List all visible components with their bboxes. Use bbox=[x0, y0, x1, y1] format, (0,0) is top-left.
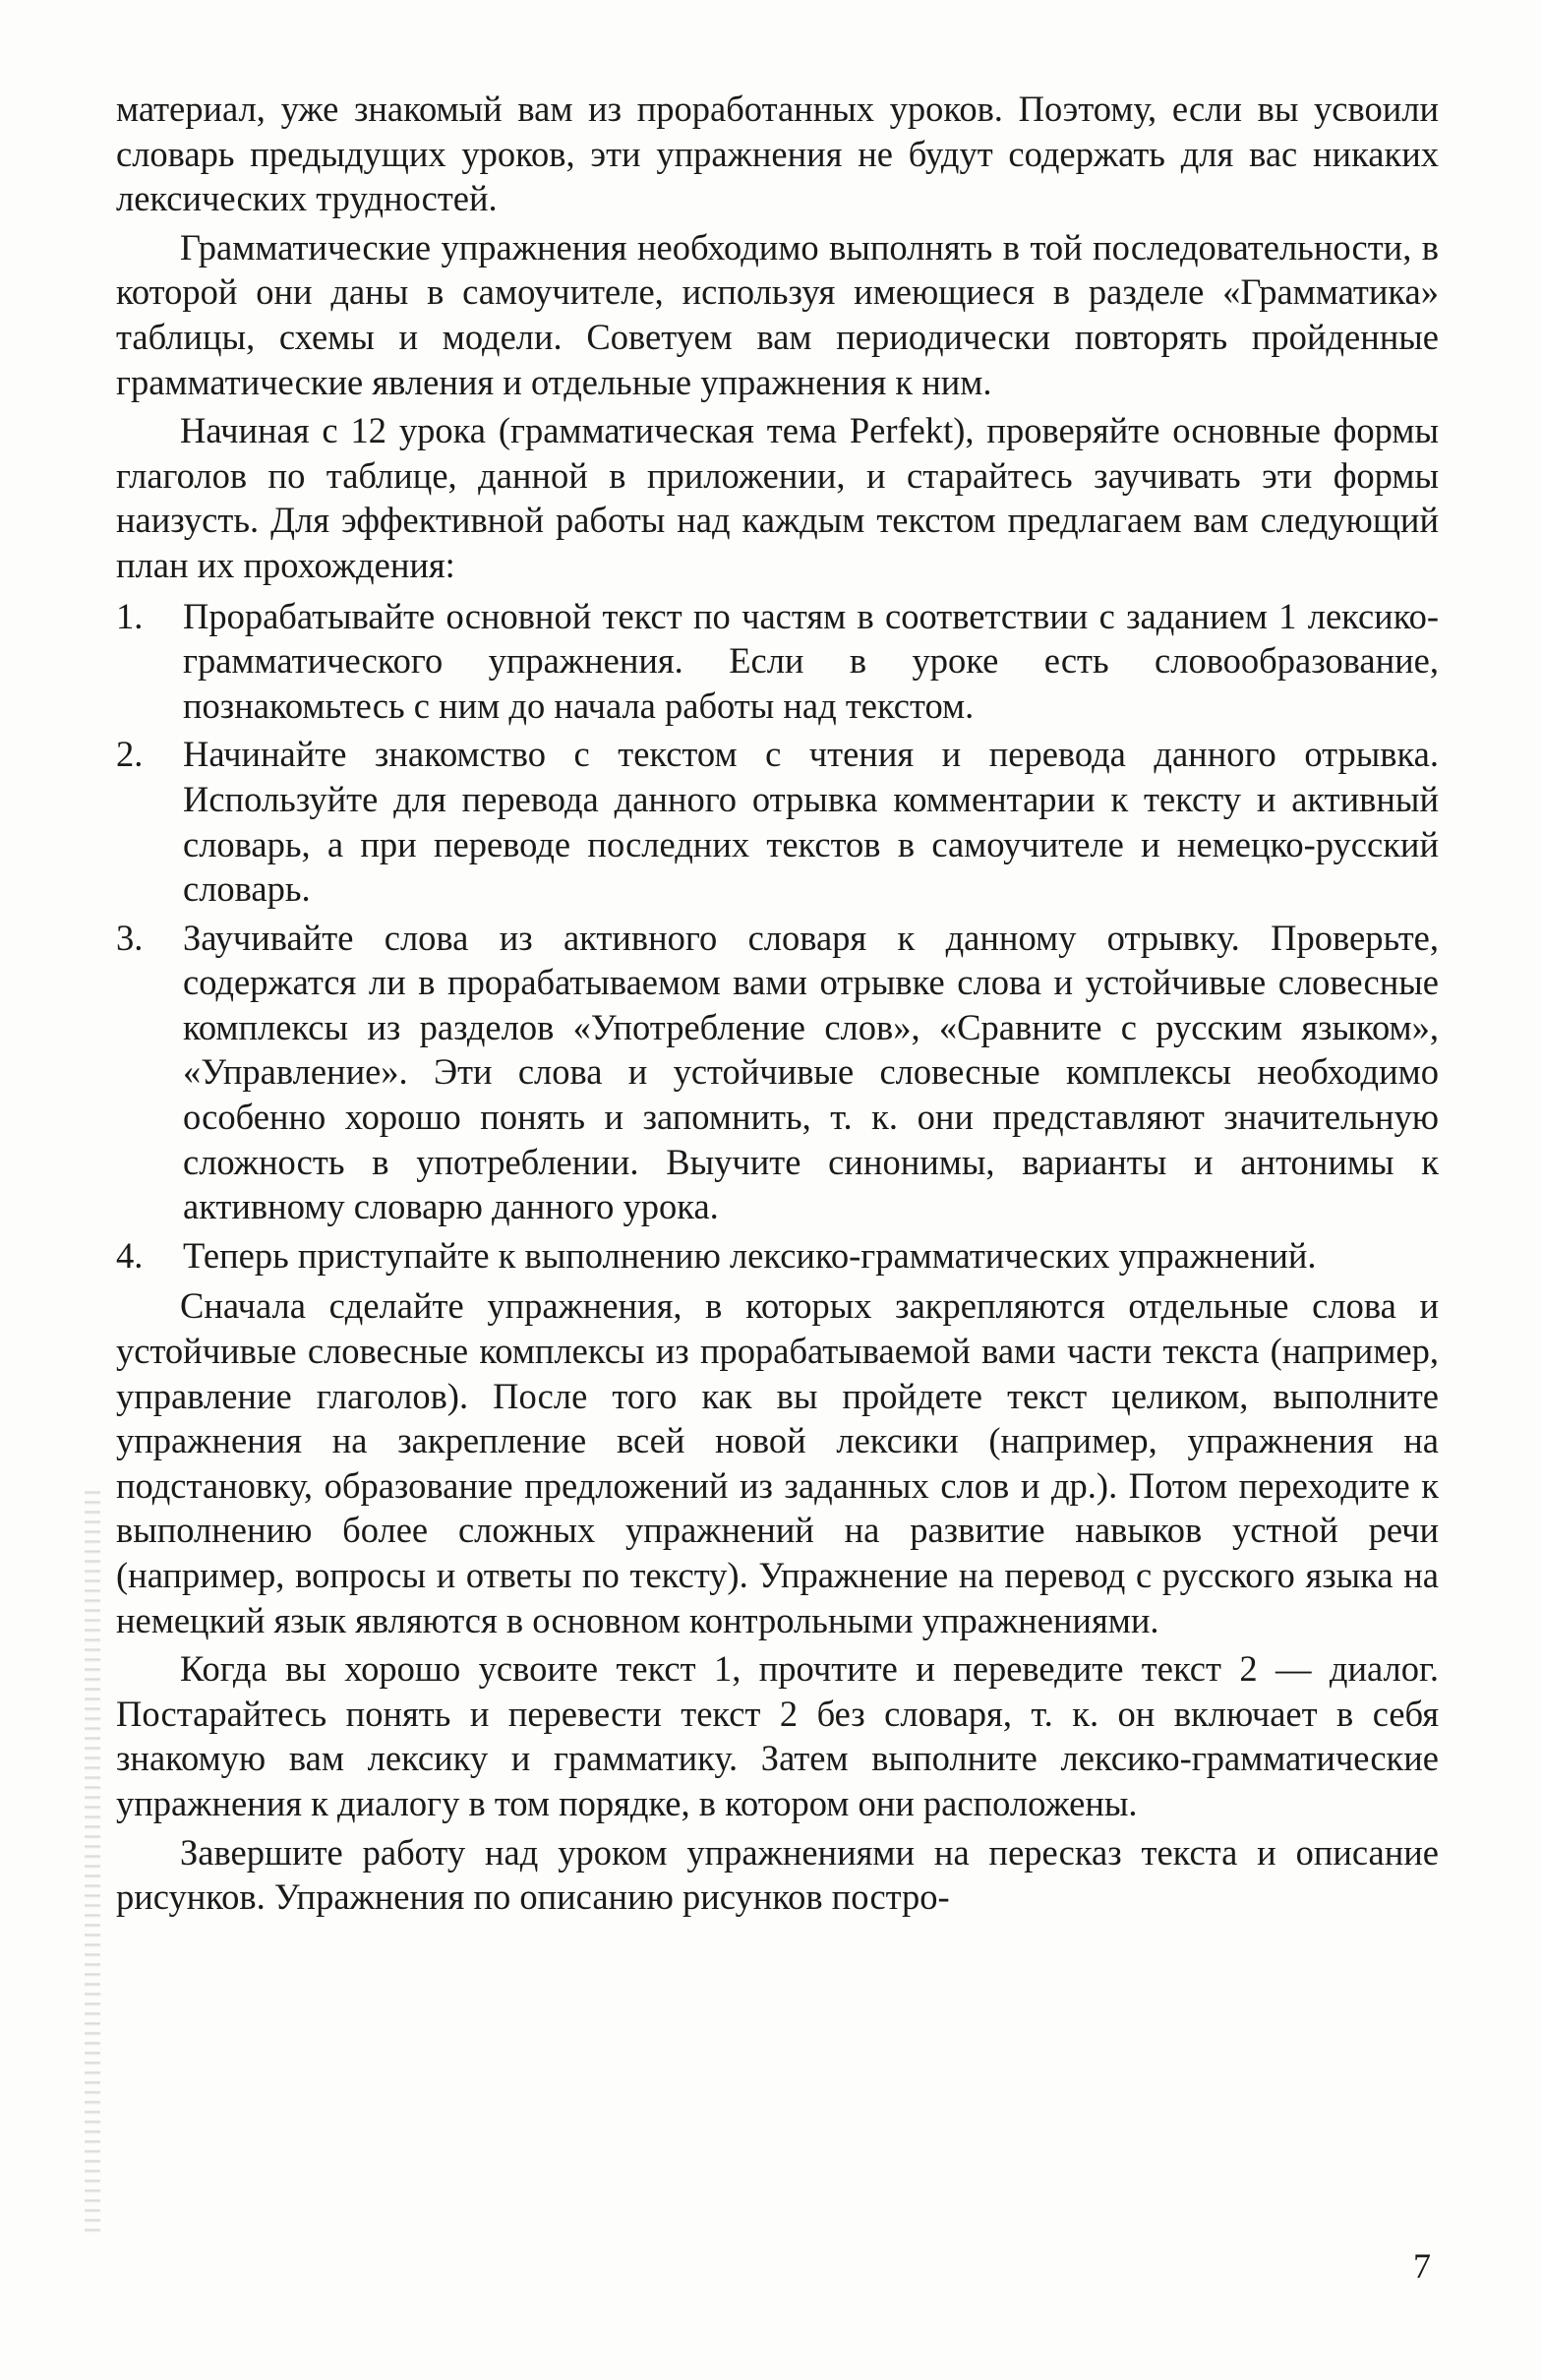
list-item-text: Теперь приступайте к выполнению лексико-грамматических упражнений. bbox=[183, 1234, 1317, 1276]
paragraph-intro-continued: материал, уже знакомый вам из проработанных уроков. Поэтому, если вы усвоили словарь предыдущих уроков, эти упражнения не будут содержать для вас никаких лексических трудностей. bbox=[116, 89, 1439, 219]
list-item-number: 4. bbox=[116, 1234, 144, 1276]
list-item bbox=[116, 1233, 1439, 1279]
list-item-number: 1. bbox=[116, 595, 144, 636]
page-number: 7 bbox=[1413, 2246, 1431, 2286]
paragraph-exercise-order: Сначала сделайте упражнения, в которых закрепляются отдельные слова и устойчивые словесные комплексы из прорабатываемой вами части текста (например, управление глаголов). После того как вы пройдете текст целиком, выполните упражнения на закрепление всей новой лексики (например, упражнения на подстановку, образование предложений из заданных слов и др.). Потом переходите к выполнению более сложных упражнений на развитие навыков устной речи (например, вопросы и ответы по тексту). Упражнение на перевод с русского языка на немецкий язык являются в основном контрольными упражнениями. bbox=[116, 1285, 1439, 1640]
list-item bbox=[116, 594, 1439, 729]
list-item-text: Заучивайте слова из активного словаря к данному отрывку. Проверьте, содержатся ли в прорабатываемом вами отрывке слова и устойчивые словесные комплексы из разделов «Употребление слов», «Сравните с русским языком», «Управление». Эти слова и устойчивые словесные комплексы необходимо особенно хорошо понять и запомнить, т. к. они представляют значительную сложность в употреблении. Выучите синонимы, варианты и антонимы к активному словарю данного урока. bbox=[183, 917, 1439, 1227]
page-body bbox=[116, 87, 1439, 1920]
paragraph-lesson-completion: Завершите работу над уроком упражнениями на пересказ текста и описание рисунков. Упражнения по описанию рисунков постро- bbox=[116, 1831, 1439, 1918]
list-item-number: 3. bbox=[116, 917, 144, 958]
list-item-text: Начинайте знакомство с текстом с чтения и перевода данного отрывка. Используйте для перевода данного отрывка комментарии к тексту и активный словарь, а при переводе последних текстов в самоучителе и немецко-русский словарь. bbox=[183, 734, 1439, 910]
list-item bbox=[116, 916, 1439, 1229]
list-item-text: Прорабатывайте основной текст по частям в соответствии с заданием 1 лексико-грамматического упражнения. Если в уроке есть словообразование, познакомьтесь с ним до начала работы над текстом. bbox=[183, 595, 1439, 726]
scan-binding-edge bbox=[85, 1485, 100, 2232]
paragraph-study-plan-intro: Начиная с 12 урока (грамматическая тема Perfekt), проверяйте основные формы глаголов по таблице, данной в приложении, и старайтесь заучивать эти формы наизусть. Для эффективной работы над каждым текстом предлагаем вам следующий план их прохождения: bbox=[116, 410, 1439, 585]
paragraph-grammar-exercises: Грамматические упражнения необходимо выполнять в той последовательности, в которой они даны в самоучителе, используя имеющиеся в разделе «Грамматика» таблицы, схемы и модели. Советуем вам периодически повторять пройденные грамматические явления и отдельные упражнения к ним. bbox=[116, 226, 1439, 402]
paragraph-dialogue-text: Когда вы хорошо усвоите текст 1, прочтите и переведите текст 2 — диалог. Постарайтесь понять и перевести текст 2 без словаря, т. к. он включает в себя знакомую вам лексику и грамматику. Затем выполните лексико-грамматические упражнения к диалогу в том порядке, в котором они расположены. bbox=[116, 1648, 1439, 1823]
list-item bbox=[116, 732, 1439, 911]
list-item-number: 2. bbox=[116, 734, 144, 775]
study-plan-list bbox=[116, 594, 1439, 1279]
